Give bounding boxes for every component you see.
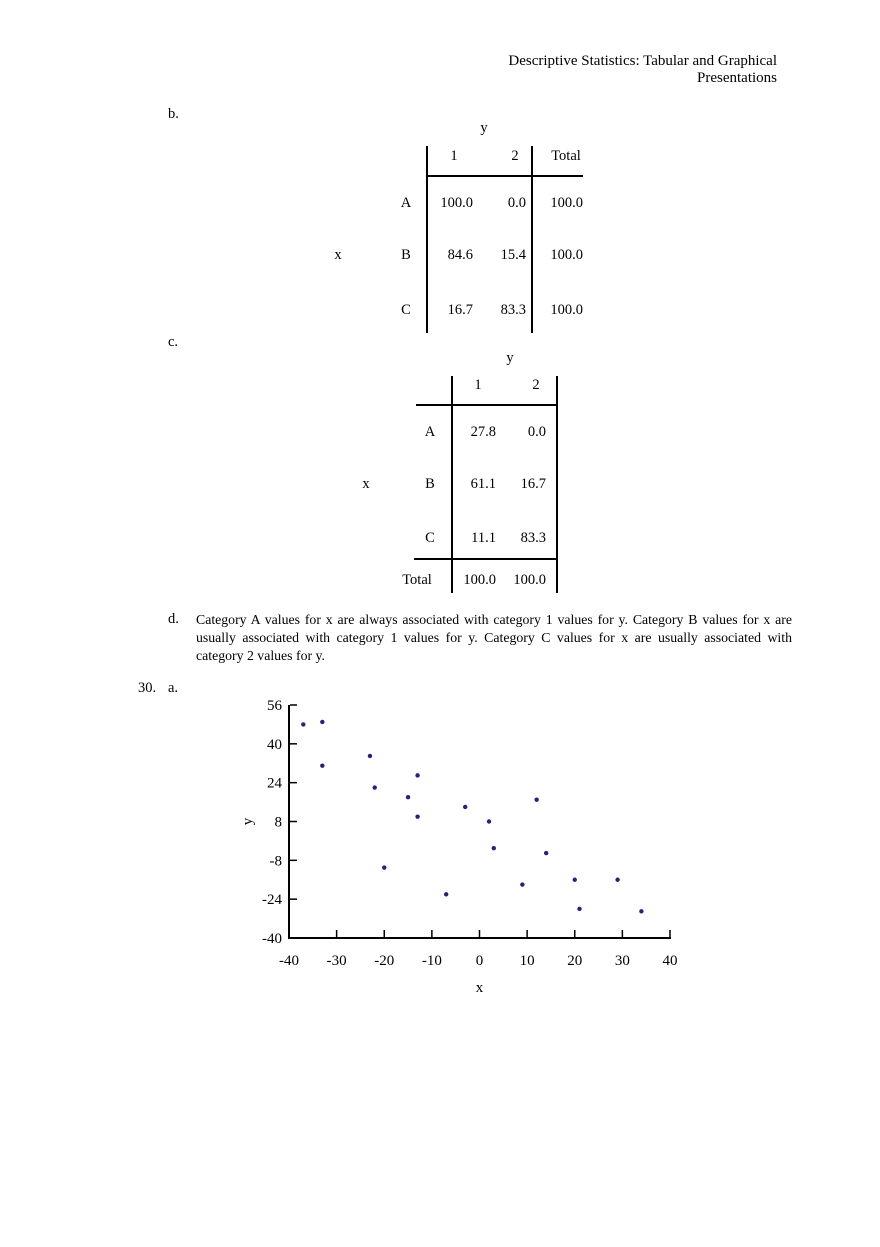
table-c-col-header-1: 1 — [474, 377, 482, 393]
problem-30a-label: a. — [168, 680, 179, 696]
table-c-header-rule — [416, 404, 558, 406]
table-b-col-header-1: 1 — [450, 148, 458, 164]
problem-30-number: 30. — [138, 680, 157, 696]
data-point — [368, 754, 372, 758]
y-tick-label: 56 — [267, 698, 282, 714]
table-b-col-header-2: 2 — [511, 148, 519, 164]
table-c-cell: 61.1 — [470, 476, 496, 492]
table-b-y-header: y — [480, 120, 488, 136]
data-point — [492, 846, 496, 850]
table-c-y-header: y — [506, 350, 514, 366]
table-b-cell: 0.0 — [507, 195, 526, 211]
table-b-x-header: x — [334, 247, 342, 263]
x-tick-label: -30 — [326, 953, 347, 969]
table-c-cell: 83.3 — [520, 530, 546, 546]
section-d-paragraph: Category A values for x are always associated with category 1 values for y. Category B values for x are usually associated with category 1 values for y. Category C values for x are usually associated with category 2 values for y. — [196, 612, 792, 663]
data-point — [534, 797, 538, 801]
table-c-x-header: x — [362, 476, 370, 492]
data-point — [406, 795, 410, 799]
data-point — [615, 878, 619, 882]
table-c-right-rule — [556, 376, 558, 593]
data-point — [373, 785, 377, 789]
table-c-row-label: B — [425, 476, 435, 492]
table-c-cell: 0.0 — [527, 424, 546, 440]
table-b-cell: 100.0 — [550, 195, 583, 211]
x-tick-label: -10 — [421, 953, 442, 969]
data-point — [415, 814, 419, 818]
data-point — [487, 819, 491, 823]
table-c-row-label: Total — [402, 572, 432, 588]
table-c-cell: 100.0 — [513, 572, 546, 588]
table-c-row-label: C — [425, 530, 435, 546]
section-d-label: d. — [168, 611, 179, 627]
table-b-cell: 100.0 — [440, 195, 473, 211]
table-b-row-label: C — [401, 302, 411, 318]
x-tick-label: 40 — [662, 953, 678, 969]
data-point — [382, 865, 386, 869]
y-tick-label: -40 — [262, 931, 282, 947]
x-tick-label: 10 — [519, 953, 535, 969]
y-tick-label: -8 — [269, 853, 282, 870]
x-tick-label: -40 — [279, 953, 299, 969]
table-b-row-label: B — [401, 247, 411, 263]
data-point — [463, 805, 467, 809]
y-tick-label: 40 — [267, 736, 282, 753]
table-c-total-rule — [414, 558, 558, 560]
table-b-cell: 15.4 — [500, 247, 526, 263]
y-axis-title: y — [240, 817, 256, 826]
data-point — [573, 878, 577, 882]
data-point — [415, 773, 419, 777]
table-b-cell: 100.0 — [550, 247, 583, 263]
table-c-row-label: A — [424, 424, 436, 440]
section-b-label: b. — [168, 106, 179, 122]
y-tick-label: -24 — [262, 892, 282, 909]
data-point — [520, 882, 524, 886]
x-tick-label: 0 — [475, 953, 484, 969]
table-c-cell: 27.8 — [470, 424, 496, 440]
table-b-cell: 100.0 — [550, 302, 583, 318]
data-point — [639, 909, 643, 913]
table-b-cell: 83.3 — [500, 302, 526, 318]
page-title: Descriptive Statistics: Tabular and Graphical Presentations — [508, 53, 777, 86]
data-point — [544, 851, 548, 855]
data-point — [320, 720, 324, 724]
x-tick-label: -20 — [374, 953, 395, 969]
data-point — [301, 722, 305, 726]
x-tick-label: 20 — [567, 953, 583, 969]
data-point — [444, 892, 448, 896]
y-tick-label: 8 — [274, 814, 282, 831]
x-tick-label: 30 — [614, 953, 630, 969]
table-b-row-label: A — [400, 195, 412, 211]
x-axis-title: x — [475, 980, 484, 996]
table-b-cell: 16.7 — [447, 302, 473, 318]
table-c-col-header-2: 2 — [532, 377, 540, 393]
table-b-cell: 84.6 — [447, 247, 473, 263]
data-point — [320, 763, 324, 767]
y-tick-label: 24 — [267, 775, 282, 792]
section-c-label: c. — [168, 334, 179, 350]
data-point — [577, 907, 581, 911]
table-c-cell: 16.7 — [520, 476, 546, 492]
table-c-cell: 100.0 — [463, 572, 496, 588]
scatter-plot — [230, 690, 690, 1012]
table-c-cell: 11.1 — [471, 530, 496, 546]
table-b-header-rule — [427, 175, 583, 177]
table-b-col-header-total: Total — [551, 148, 581, 164]
